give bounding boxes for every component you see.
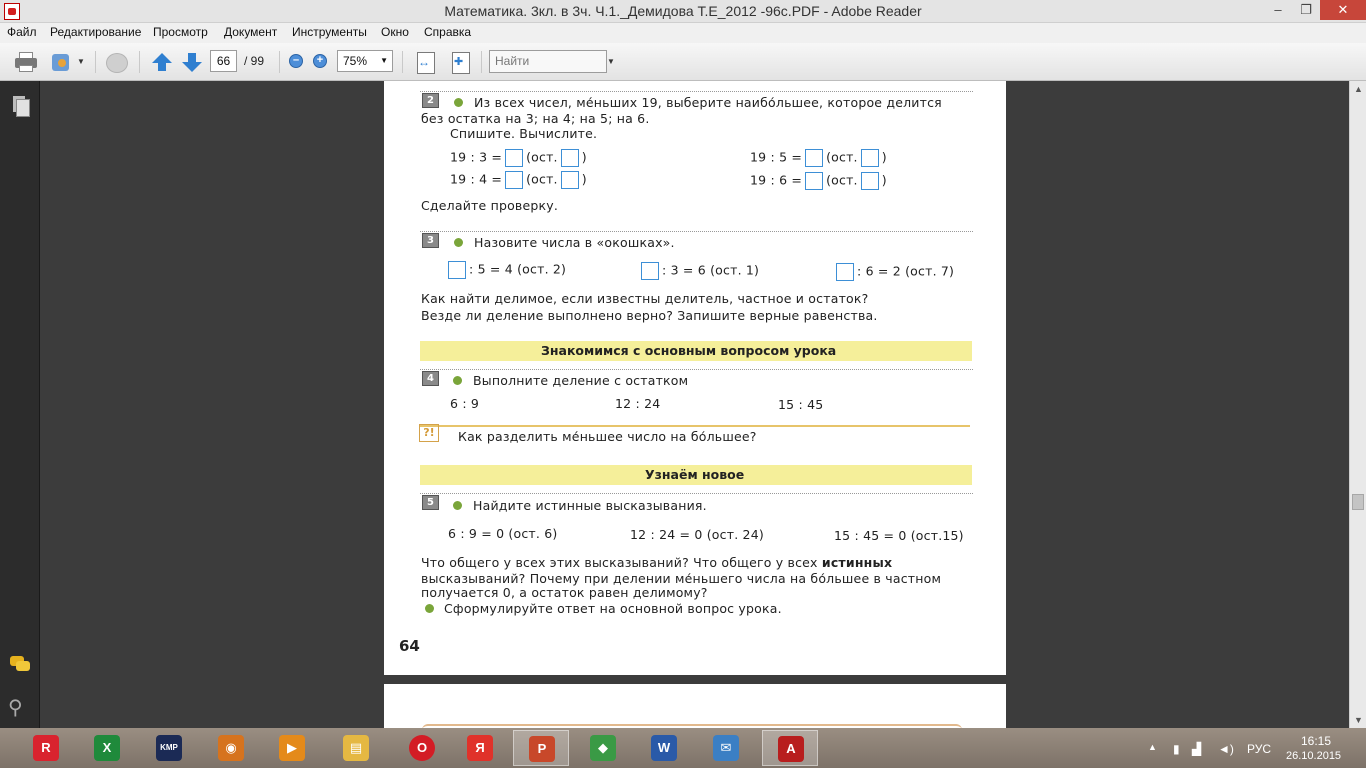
word-icon: W (651, 735, 677, 761)
task-number-badge: 3 (422, 233, 439, 248)
bullet-dot-icon (454, 238, 463, 247)
taskbar-app[interactable] (698, 730, 754, 766)
photo-app-icon: ◆ (590, 735, 616, 761)
opera-icon: O (409, 735, 435, 761)
maximize-button[interactable]: ❐ (1300, 2, 1312, 17)
mail-icon: ✉ (713, 735, 739, 761)
taskbar-app[interactable] (79, 730, 135, 766)
answer-box (861, 172, 879, 190)
answer-box (505, 171, 523, 189)
taskbar-app[interactable] (394, 730, 450, 766)
excel-icon: X (94, 735, 120, 761)
statement: 15 : 45 = 0 (ост.15) (834, 528, 964, 543)
taskbar-app[interactable] (203, 730, 259, 766)
statement: 12 : 24 = 0 (ост. 24) (630, 527, 764, 542)
page-thumbnails-icon[interactable] (10, 96, 30, 116)
taskbar-app[interactable] (452, 730, 508, 766)
next-page-icon[interactable] (180, 51, 204, 73)
task-title: Найдите истинные высказывания. (473, 498, 707, 513)
taskbar-app[interactable] (636, 730, 692, 766)
search-input[interactable]: Найти (489, 50, 607, 73)
pdf-page (384, 81, 1006, 675)
equation: : 3 = 6 (ост. 1) (638, 262, 759, 280)
adobe-reader-icon: A (778, 736, 804, 762)
task-text: Сформулируйте ответ на основной вопрос урока. (444, 601, 782, 616)
navigation-panel (0, 81, 40, 728)
page-total: / 99 (244, 54, 265, 68)
yandex-icon: Я (467, 735, 493, 761)
menu-bar (0, 23, 1366, 43)
burning-app-icon: ◉ (218, 735, 244, 761)
clock-date[interactable]: 26.10.2015 (1286, 750, 1342, 762)
print-icon[interactable] (14, 51, 38, 73)
abbyy-finereader-icon: R (33, 735, 59, 761)
chevron-down-icon[interactable]: ▼ (607, 57, 615, 66)
taskbar-app-active[interactable] (762, 730, 818, 766)
menu-view[interactable]: Просмотр (153, 25, 208, 39)
volume-icon[interactable]: ◄) (1218, 742, 1234, 756)
attachment-icon[interactable]: ⚲ (8, 697, 23, 719)
menu-tools[interactable]: Инструменты (292, 25, 367, 39)
equation: 19 : 4 = (ост. ) (450, 171, 587, 189)
scroll-thumb[interactable] (1352, 494, 1364, 510)
powerpoint-icon: P (529, 736, 555, 762)
task-title: Назовите числа в «окошках». (474, 235, 675, 250)
answer-box (805, 149, 823, 167)
taskbar (0, 728, 1366, 768)
answer-box (561, 149, 579, 167)
zoom-in-icon[interactable]: + (313, 54, 327, 68)
close-button[interactable]: ✕ (1320, 0, 1366, 20)
task-text: Как найти делимое, если известны делитель, частное и остаток? (421, 291, 869, 306)
menu-document[interactable]: Документ (224, 25, 278, 39)
equation: 19 : 5 = (ост. ) (750, 149, 887, 167)
toolbar-separator (95, 51, 96, 73)
task-text: Спишите. Вычислите. (450, 126, 598, 141)
task-number-badge: 2 (422, 93, 439, 108)
task-text: Что общего у всех этих высказываний? Что общего у всех истинных (421, 555, 893, 570)
expression: 6 : 9 (450, 396, 480, 411)
expression: 12 : 24 (615, 396, 661, 411)
network-icon[interactable]: ▟ (1192, 742, 1202, 756)
collaborate-icon[interactable] (104, 51, 128, 73)
fit-page-icon[interactable] (449, 51, 473, 73)
divider (420, 369, 973, 370)
answer-box (561, 171, 579, 189)
window-title: Математика. 3кл. в 3ч. Ч.1._Демидова Т.Е_2012 -96с.PDF - Adobe Reader (444, 3, 922, 19)
toolbar-separator (279, 51, 280, 73)
answer-box (836, 263, 854, 281)
bullet-dot-icon (454, 98, 463, 107)
battery-icon[interactable]: ▮ (1173, 742, 1180, 756)
task-number-badge: 5 (422, 495, 439, 510)
language-indicator[interactable]: РУС (1247, 742, 1272, 756)
expression: 15 : 45 (778, 397, 824, 412)
divider (420, 493, 973, 494)
taskbar-app[interactable] (141, 730, 197, 766)
answer-box (505, 149, 523, 167)
scroll-up-icon[interactable]: ▲ (1354, 84, 1363, 94)
toolbar (0, 43, 1366, 81)
share-icon[interactable] (50, 51, 74, 73)
taskbar-app[interactable] (264, 730, 320, 766)
question-badge: ?! (419, 424, 439, 442)
toolbar-separator (139, 51, 140, 73)
document-area[interactable] (41, 81, 1349, 728)
equation: 19 : 6 = (ост. ) (750, 172, 887, 190)
bullet-dot-icon (425, 604, 434, 613)
fit-width-icon[interactable] (414, 51, 438, 73)
menu-file[interactable]: Файл (7, 25, 37, 39)
toolbar-separator (481, 51, 482, 73)
task-text: высказываний? Почему при делении ме́ньшего числа на бо́льшее в частном (421, 571, 942, 586)
task-text: без остатка на 3; на 4; на 5; на 6. (421, 111, 650, 126)
zoom-select[interactable] (337, 50, 393, 72)
divider (420, 231, 973, 232)
answer-box (448, 261, 466, 279)
show-hidden-icons-icon[interactable]: ▲ (1148, 742, 1157, 752)
task-text: получается 0, а остаток равен делимому? (421, 585, 708, 600)
chevron-down-icon: ▼ (380, 56, 388, 65)
bullet-dot-icon (453, 376, 462, 385)
menu-window[interactable]: Окно (381, 25, 409, 39)
zoom-value: 75% (343, 54, 368, 68)
zoom-out-icon[interactable]: – (289, 54, 303, 68)
taskbar-app[interactable] (18, 730, 74, 766)
task-text: Из всех чисел, ме́ньших 19, выберите наибо́льшее, которое делится (474, 95, 942, 110)
statement: 6 : 9 = 0 (ост. 6) (448, 526, 558, 541)
answer-box (641, 262, 659, 280)
page-number: 64 (399, 637, 420, 655)
bullet-dot-icon (453, 501, 462, 510)
equation: : 5 = 4 (ост. 2) (445, 261, 566, 279)
taskbar-app[interactable] (328, 730, 384, 766)
scroll-down-icon[interactable]: ▼ (1354, 715, 1363, 725)
taskbar-app[interactable] (513, 730, 569, 766)
menu-help[interactable]: Справка (424, 25, 472, 39)
comments-icon[interactable] (10, 654, 30, 674)
clock-time[interactable]: 16:15 (1301, 734, 1332, 748)
task-text: Везде ли деление выполнено верно? Запишите верные равенства. (421, 308, 878, 323)
equation: 19 : 3 = (ост. ) (450, 149, 587, 167)
toolbar-separator (402, 51, 403, 73)
task-number-badge: 4 (422, 371, 439, 386)
section-title: Узнаём новое (645, 467, 745, 482)
task-title: Выполните деление с остатком (473, 373, 689, 388)
media-player-icon: ▶ (279, 735, 305, 761)
minimize-button[interactable]: – (1274, 2, 1282, 17)
task-text: Сделайте проверку. (421, 198, 559, 213)
menu-edit[interactable]: Редактирование (50, 25, 142, 39)
pdf-page-next (384, 684, 1006, 728)
question-text: Как разделить ме́ньшее число на бо́льшее? (458, 429, 757, 444)
chevron-down-icon[interactable]: ▼ (77, 57, 85, 66)
page-number-input[interactable]: 66 (210, 50, 237, 72)
equation: : 6 = 2 (ост. 7) (833, 263, 954, 281)
kmplayer-icon: KMP (156, 735, 182, 761)
section-title: Знакомимся с основным вопросом урока (541, 343, 837, 358)
taskbar-app[interactable] (575, 730, 631, 766)
vertical-scrollbar[interactable] (1349, 81, 1366, 728)
divider (420, 425, 970, 427)
answer-box (861, 149, 879, 167)
previous-page-icon[interactable] (150, 51, 174, 73)
title-bar (0, 0, 1366, 23)
file-explorer-icon: ▤ (343, 735, 369, 761)
divider (420, 91, 973, 92)
answer-box (805, 172, 823, 190)
